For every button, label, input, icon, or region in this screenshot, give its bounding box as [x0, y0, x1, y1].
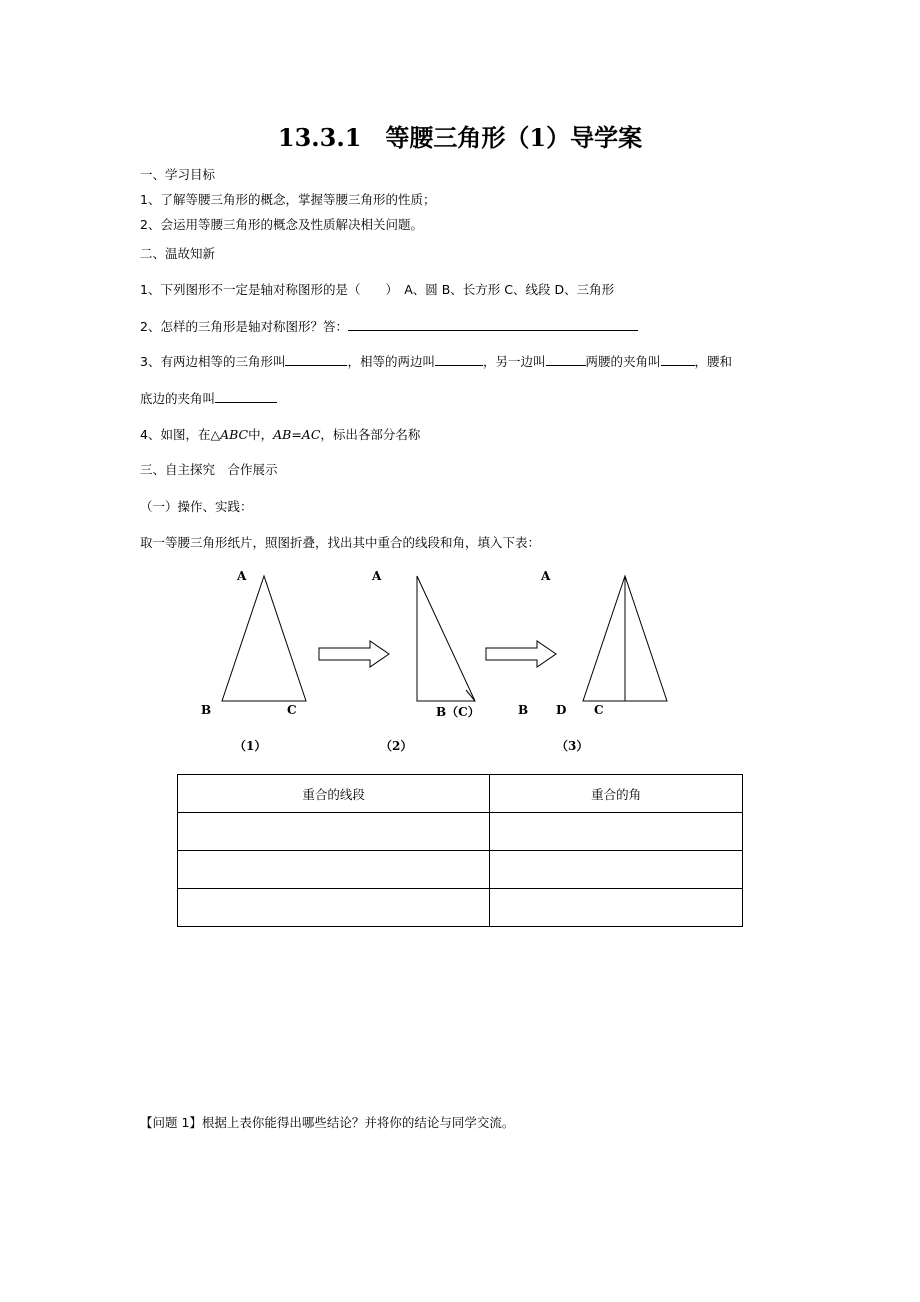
fig1-vertex-c: C	[287, 703, 297, 717]
fig2-vertex-a: A	[372, 569, 382, 583]
arrow-right-2	[486, 641, 556, 667]
table-cell-segment[interactable]	[178, 889, 490, 927]
table-header-row	[178, 775, 743, 813]
section3-heading: 三、自主探究 合作展示	[140, 462, 278, 477]
q4-text-2: 中，	[248, 427, 274, 442]
q3-text-1: 3、有两边相等的三角形叫	[140, 354, 286, 369]
table-cell-angle[interactable]	[490, 889, 743, 927]
fig3-vertex-b: B	[518, 703, 529, 717]
section1-heading: 一、学习目标	[140, 167, 216, 182]
section2-heading: 二、温故知新	[140, 246, 216, 261]
fig1-caption: （1）	[234, 739, 267, 753]
overlap-table	[177, 774, 743, 927]
fig3-vertex-a: A	[541, 569, 551, 583]
table-row	[178, 851, 743, 889]
fig1-vertex-b: B	[201, 703, 212, 717]
q3-text-3: ，另一边叫	[482, 354, 546, 369]
table-row	[178, 813, 743, 851]
review-question-1: 1、下列图形不一定是轴对称图形的是（ ） A、圆 B、长方形 C、线段 D、三角形	[140, 282, 615, 297]
fig3-vertex-d: D	[556, 703, 567, 717]
table-cell-segment[interactable]	[178, 851, 490, 889]
q4-text-1: 4、如图，在△	[140, 427, 221, 442]
subsection-heading: （一）操作、实践：	[140, 499, 253, 514]
folding-instruction: 取一等腰三角形纸片，照图折叠，找出其中重合的线段和角，填入下表：	[140, 535, 541, 550]
header-overlapping-segments: 重合的线段	[178, 775, 490, 813]
arrow-right-1	[319, 641, 389, 667]
q3-text-2: ，相等的两边叫	[347, 354, 435, 369]
table-cell-angle[interactable]	[490, 813, 743, 851]
triangle-fig1	[222, 576, 306, 701]
q3-text-5: ，腰和	[694, 354, 733, 369]
objective-2: 2、会运用等腰三角形的概念及性质解决相关问题。	[140, 217, 423, 232]
table-cell-segment[interactable]	[178, 813, 490, 851]
fig3-caption: （3）	[556, 739, 589, 753]
table-cell-angle[interactable]	[490, 851, 743, 889]
q3-text-6: 底边的夹角叫	[140, 391, 216, 406]
fig3-vertex-c: C	[594, 703, 604, 717]
header-overlapping-angles: 重合的角	[490, 775, 743, 813]
fig2-vertex-bc: B（C）	[436, 705, 480, 719]
objective-1: 1、了解等腰三角形的概念，掌握等腰三角形的性质；	[140, 192, 436, 207]
q2-text: 2、怎样的三角形是轴对称图形？答：	[140, 319, 348, 334]
question-1: 【问题 1】根据上表你能得出哪些结论？并将你的结论与同学交流。	[140, 1115, 515, 1130]
page-title: 13.3.1 等腰三角形（1）导学案	[277, 123, 643, 152]
triangle-fig2	[417, 576, 475, 701]
table-row	[178, 889, 743, 927]
q4-equation: AB=AC	[273, 427, 321, 442]
q3-text-4: 两腰的夹角叫	[585, 354, 661, 369]
q4-text-3: ，标出各部分名称	[320, 427, 421, 442]
fig2-caption: （2）	[380, 739, 413, 753]
fig1-vertex-a: A	[237, 569, 247, 583]
q4-triangle-name: ABC	[220, 427, 249, 442]
